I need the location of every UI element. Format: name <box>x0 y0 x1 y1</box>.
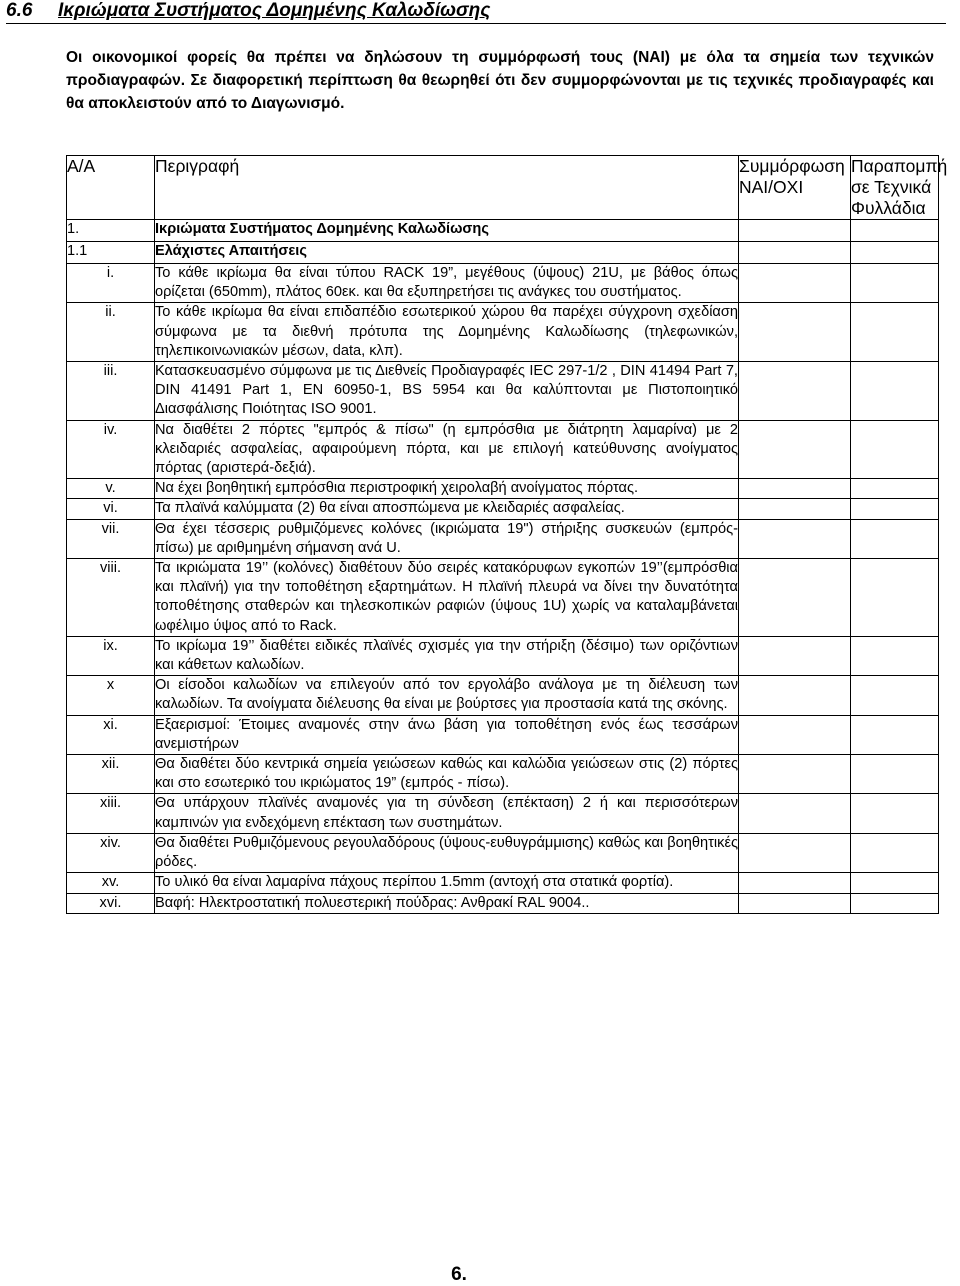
header-aa: Α/Α <box>67 156 155 220</box>
row-number: viii. <box>67 559 155 637</box>
row-number: ix. <box>67 636 155 675</box>
reference-cell[interactable] <box>851 715 939 754</box>
section-row <box>67 220 939 242</box>
reference-cell[interactable] <box>851 499 939 519</box>
subsection-number: 1.1 <box>67 242 155 264</box>
compliance-cell[interactable] <box>739 519 851 558</box>
reference-cell[interactable] <box>851 893 939 913</box>
row-number: x <box>67 676 155 715</box>
table-row <box>67 559 939 637</box>
subsection-title: Ελάχιστες Απαιτήσεις <box>155 242 739 264</box>
row-number: xi. <box>67 715 155 754</box>
compliance-cell[interactable] <box>739 873 851 893</box>
row-number: i. <box>67 264 155 303</box>
table-row <box>67 479 939 499</box>
header-description: Περιγραφή <box>155 156 739 220</box>
section-heading-number: 6.6 <box>6 0 33 21</box>
row-description: Τα ικριώματα 19’’ (κολόνες) διαθέτουν δύο σειρές κατακόρυφων εγκοπών 19’’(εμπρόσθια και πλαϊνή) για την τοποθέτηση εξαρτημάτων. Η πλαϊνή πλευρά να δίνει την δυνατότητα τοποθέτησης σταθερών και τηλεσκοπικών ραφιών (ύψους 1U) χωρίς να καταλαμβάνεται ωφέλιμο ύψος από το Rack. <box>155 559 739 637</box>
table-row <box>67 676 939 715</box>
compliance-cell[interactable] <box>739 264 851 303</box>
row-description: Εξαερισμοί: Έτοιμες αναμονές στην άνω βάση για τοποθέτηση ενός έως τεσσάρων ανεμιστήρων <box>155 715 739 754</box>
row-number: xiv. <box>67 833 155 872</box>
reference-cell[interactable] <box>851 636 939 675</box>
row-number: ii. <box>67 303 155 362</box>
row-number: vii. <box>67 519 155 558</box>
row-description: Το κάθε ικρίωμα θα είναι επιδαπέδιο εσωτερικού χώρου θα παρέχει σύγχρονη σχεδίαση σύμφωνα με τα διεθνή πρότυπα της Δομημένης Καλωδίωσης (τηλεφωνικών, τηλεπικοινωνιακών μέσων, data, κλπ). <box>155 303 739 362</box>
reference-cell[interactable] <box>851 794 939 833</box>
compliance-cell[interactable] <box>739 420 851 479</box>
row-number: iv. <box>67 420 155 479</box>
table-row <box>67 755 939 794</box>
reference-cell[interactable] <box>851 220 939 242</box>
reference-cell[interactable] <box>851 559 939 637</box>
reference-cell[interactable] <box>851 264 939 303</box>
row-description: Βαφή: Ηλεκτροστατική πολυεστερική πούδρας: Ανθρακί RAL 9004.. <box>155 893 739 913</box>
header-compliance: Συμμόρφωση ΝΑΙ/ΟΧΙ <box>739 156 851 220</box>
table-row <box>67 420 939 479</box>
table-row <box>67 519 939 558</box>
compliance-cell[interactable] <box>739 303 851 362</box>
reference-cell[interactable] <box>851 755 939 794</box>
reference-cell[interactable] <box>851 420 939 479</box>
row-number: xvi. <box>67 893 155 913</box>
row-description: Να διαθέτει 2 πόρτες "εμπρός & πίσω" (η εμπρόσθια με διάτρητη λαμαρίνα) με 2 κλειδαριές ασφαλείας, αφαιρούμενη πόρτα, και με επιλογή κατεύθυνσης ανοίγματος πόρτας (αριστερά-δεξιά). <box>155 420 739 479</box>
reference-cell[interactable] <box>851 873 939 893</box>
table-row <box>67 362 939 421</box>
section-heading-title: Ικριώματα Συστήματος Δομημένης Καλωδίωσης <box>58 0 491 21</box>
table-header-row <box>67 156 939 220</box>
compliance-cell[interactable] <box>739 893 851 913</box>
row-number: xv. <box>67 873 155 893</box>
row-description: Το υλικό θα είναι λαμαρίνα πάχους περίπου 1.5mm (αντοχή στα στατικά φορτία). <box>155 873 739 893</box>
compliance-cell[interactable] <box>739 242 851 264</box>
row-description: Θα έχει τέσσερις ρυθμιζόμενες κολόνες (ικριώματα 19") στήριξης συσκευών (εμπρός-πίσω) με αριθμημένη σήμανση ανά U. <box>155 519 739 558</box>
compliance-cell[interactable] <box>739 794 851 833</box>
row-description: Θα υπάρχουν πλαϊνές αναμονές για τη σύνδεση (επέκταση) 2 ή και περισσότερων καμπινών για ενδεχόμενη επέκταση των συστημάτων. <box>155 794 739 833</box>
row-description: Θα διαθέτει Ρυθμιζόμενους ρεγουλαδόρους (ύψους-ευθυγράμμισης) καθώς και βοηθητικές ρόδες. <box>155 833 739 872</box>
subsection-row <box>67 242 939 264</box>
row-description: Να έχει βοηθητική εμπρόσθια περιστροφική χειρολαβή ανοίγματος πόρτας. <box>155 479 739 499</box>
specification-table <box>66 155 948 914</box>
section-number: 1. <box>67 220 155 242</box>
compliance-cell[interactable] <box>739 755 851 794</box>
row-description: Τα πλαϊνά καλύμματα (2) θα είναι αποσπώμενα με κλειδαριές ασφαλείας. <box>155 499 739 519</box>
table-row <box>67 715 939 754</box>
compliance-cell[interactable] <box>739 499 851 519</box>
page-number: 6. <box>451 1264 467 1285</box>
reference-cell[interactable] <box>851 676 939 715</box>
row-number: vi. <box>67 499 155 519</box>
table-row <box>67 303 939 362</box>
compliance-cell[interactable] <box>739 636 851 675</box>
compliance-cell[interactable] <box>739 833 851 872</box>
compliance-cell[interactable] <box>739 220 851 242</box>
row-description: Κατασκευασμένο σύμφωνα με τις Διεθνείς Προδιαγραφές IEC 297-1/2 , DIN 41494 Part 7, DIN 41491 Part 1, EN 60950-1, BS 5954 και θα καλύπτονται με Πιστοποιητικό Διασφάλισης Ποιότητας ISO 9001. <box>155 362 739 421</box>
row-description: Οι είσοδοι καλωδίων να επιλεγούν από τον εργολάβο ανάλογα με τη διέλευση των καλωδίων. Τα ανοίγματα διέλευσης θα είναι με βούρτσες για προστασία κατά της σκόνης. <box>155 676 739 715</box>
reference-cell[interactable] <box>851 519 939 558</box>
intro-paragraph: Οι οικονομικοί φορείς θα πρέπει να δηλώσουν τη συμμόρφωσή τους (ΝΑΙ) με όλα τα σημεία των τεχνικών προδιαγραφών. Σε διαφορετική περίπτωση θα θεωρηθεί ότι δεν συμμορφώνονται με τις τεχνικές προδιαγραφές και θα αποκλειστούν από το Διαγωνισμό. <box>66 49 934 112</box>
reference-cell[interactable] <box>851 303 939 362</box>
row-description: Το ικρίωμα 19’’ διαθέτει ειδικές πλαϊνές σχισμές για την στήριξη (δέσιμο) των οριζόντιων και κάθετων καλωδίων. <box>155 636 739 675</box>
table-row <box>67 794 939 833</box>
reference-cell[interactable] <box>851 833 939 872</box>
row-description: Θα διαθέτει δύο κεντρικά σημεία γειώσεων καθώς και καλώδια γειώσεων στις (2) πόρτες και στο εσωτερικό του ικριώματος 19” (εμπρός - πίσω). <box>155 755 739 794</box>
compliance-cell[interactable] <box>739 479 851 499</box>
table-row <box>67 499 939 519</box>
section-title: Ικριώματα Συστήματος Δομημένης Καλωδίωσης <box>155 220 739 242</box>
table-row <box>67 873 939 893</box>
section-heading <box>6 0 946 24</box>
compliance-cell[interactable] <box>739 715 851 754</box>
reference-cell[interactable] <box>851 479 939 499</box>
table-row <box>67 636 939 675</box>
header-reference: Παραπομπή σε Τεχνικά Φυλλάδια <box>851 156 948 218</box>
reference-cell[interactable] <box>851 242 939 264</box>
row-number: iii. <box>67 362 155 421</box>
row-number: xiii. <box>67 794 155 833</box>
table-row <box>67 893 939 913</box>
compliance-cell[interactable] <box>739 362 851 421</box>
table-row <box>67 264 939 303</box>
row-number: v. <box>67 479 155 499</box>
reference-cell[interactable] <box>851 362 939 421</box>
table-row <box>67 833 939 872</box>
row-description: Το κάθε ικρίωμα θα είναι τύπου RACK 19”, μεγέθους (ύψους) 21U, με βάθος όπως ορίζεται (650mm), πλάτος 60εκ. και θα εξυπηρετήσει τις ανάγκες του συστήματος. <box>155 264 739 303</box>
compliance-cell[interactable] <box>739 559 851 637</box>
compliance-cell[interactable] <box>739 676 851 715</box>
row-number: xii. <box>67 755 155 794</box>
